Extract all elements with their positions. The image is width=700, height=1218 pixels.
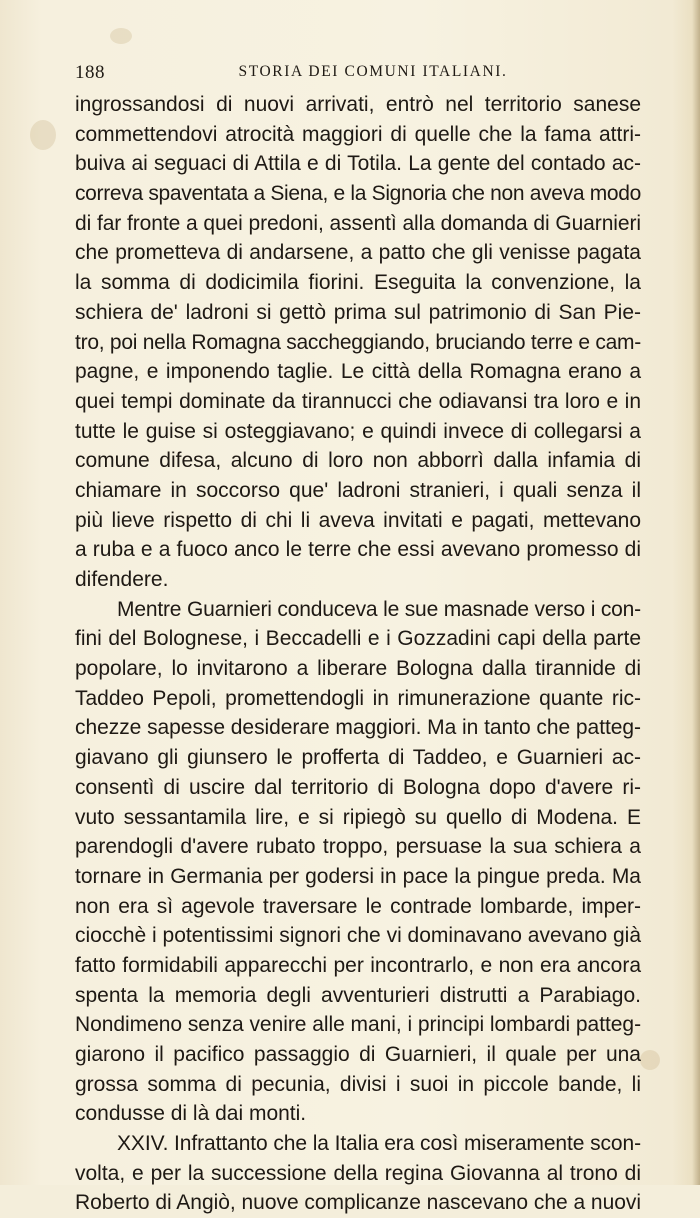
text-line: di far fronte a quei predoni, assentì alla domanda di Guarnieri [75, 211, 641, 235]
text-line: tutte le guise si osteggiavano; e quindi invece di collegarsi a [75, 419, 641, 443]
text-line: Nondimeno senza venire alle mani, i principi lombardi patteg- [75, 1013, 642, 1037]
text-line: consentì di uscire dal territorio di Bologna dopo d'avere ri- [75, 775, 641, 799]
text-line: pagne, e imponendo taglie. Le città della Romagna erano a [75, 360, 641, 384]
text-line: commettendovi atrocità maggiori di quelle che la fama attri- [75, 122, 641, 146]
text-line: chezze sapesse desiderare maggiori. Ma in tanto che patteg- [75, 716, 642, 740]
text-line: buiva ai seguaci di Attila e di Totila. La gente del contado ac- [75, 152, 641, 176]
text-line: Roberto di Angiò, nuove complicanze nascevano che a nuovi [75, 1191, 642, 1215]
running-header [75, 62, 641, 86]
paper-stain [110, 28, 132, 44]
text-line: tornare in Germania per godersi in pace la pingue preda. Ma [75, 864, 641, 888]
text-line: parendogli d'avere rubato troppo, persuase la sua schiera a [75, 835, 641, 859]
text-line: non era sì agevole traversare le contrade lombarde, imper- [75, 894, 641, 918]
body-text [75, 90, 641, 1218]
text-line: chiamare in soccorso que' ladroni stranieri, i quali senza il [75, 478, 641, 502]
text-line: che prometteva di andarsene, a patto che gli venisse pagata [75, 241, 641, 265]
text-line: a ruba e a fuoco anco le terre che essi avevano promesso di [75, 538, 641, 562]
paper-stain [30, 120, 56, 150]
text-line: tro, poi nella Romagna saccheggiando, bruciando terre e cam- [75, 330, 641, 354]
text-line: spenta la memoria degli avventurieri distrutti a Parabiago. [75, 983, 641, 1007]
text-line: popolare, lo invitarono a liberare Bologna dalla tirannide di [75, 657, 641, 681]
text-line: difendere. [75, 568, 169, 591]
text-line: fatto formidabili apparecchi per incontrarlo, e non era ancora [75, 953, 641, 977]
text-line: quei tempi dominate da tirannucci che odiavansi tra loro e in [75, 389, 641, 413]
text-line: fini del Bolognese, i Beccadelli e i Gozzadini capi della parte [75, 627, 641, 651]
paragraph [75, 90, 641, 595]
text-line: schiera de' ladroni si gettò prima sul patrimonio di San Pie- [75, 300, 641, 324]
text-line: comune difesa, alcuno di loro non abborrì dalla infamia di [75, 449, 641, 473]
text-line: la somma di dodicimila fiorini. Eseguita la convenzione, la [75, 271, 641, 295]
text-line: Taddeo Pepoli, promettendogli in rimunerazione quante ric- [75, 686, 641, 710]
paragraph [75, 595, 641, 1129]
paper-stain [640, 1050, 660, 1070]
page-number: 188 [75, 62, 105, 83]
text-line: giarono il pacifico passaggio di Guarnieri, il quale per una [75, 1043, 641, 1066]
paragraph [75, 1129, 641, 1218]
text-line: ingrossandosi di nuovi arrivati, entrò nel territorio sanese [75, 93, 641, 116]
text-line: più lieve rispetto di chi li aveva invitati e pagati, mettevano [75, 508, 641, 532]
text-line: vuto sessantamila lire, e si ripiegò su quello di Modena. E [75, 805, 641, 829]
text-line: ciocchè i potentissimi signori che vi dominavano avevano già [75, 924, 642, 948]
text-line: condusse di là dai monti. [75, 1102, 307, 1126]
text-line: Mentre Guarnieri conduceva le sue masnade verso i con- [117, 597, 641, 621]
running-title: STORIA DEI COMUNI ITALIANI. [238, 63, 508, 80]
text-line: correva spaventata a Siena, e la Signoria che non aveva modo [75, 182, 641, 206]
text-line: grossa somma di pecunia, divisi i suoi in piccole bande, li [75, 1072, 641, 1096]
text-line: XXIV. Infrattanto che la Italia era così miseramente scon- [117, 1132, 641, 1156]
text-line: giavano gli giunsero le profferta di Taddeo, e Guarnieri ac- [75, 746, 641, 770]
page-edge-shadow [692, 0, 700, 1185]
text-line: volta, e per la successione della regina Giovanna al trono di [75, 1161, 641, 1185]
